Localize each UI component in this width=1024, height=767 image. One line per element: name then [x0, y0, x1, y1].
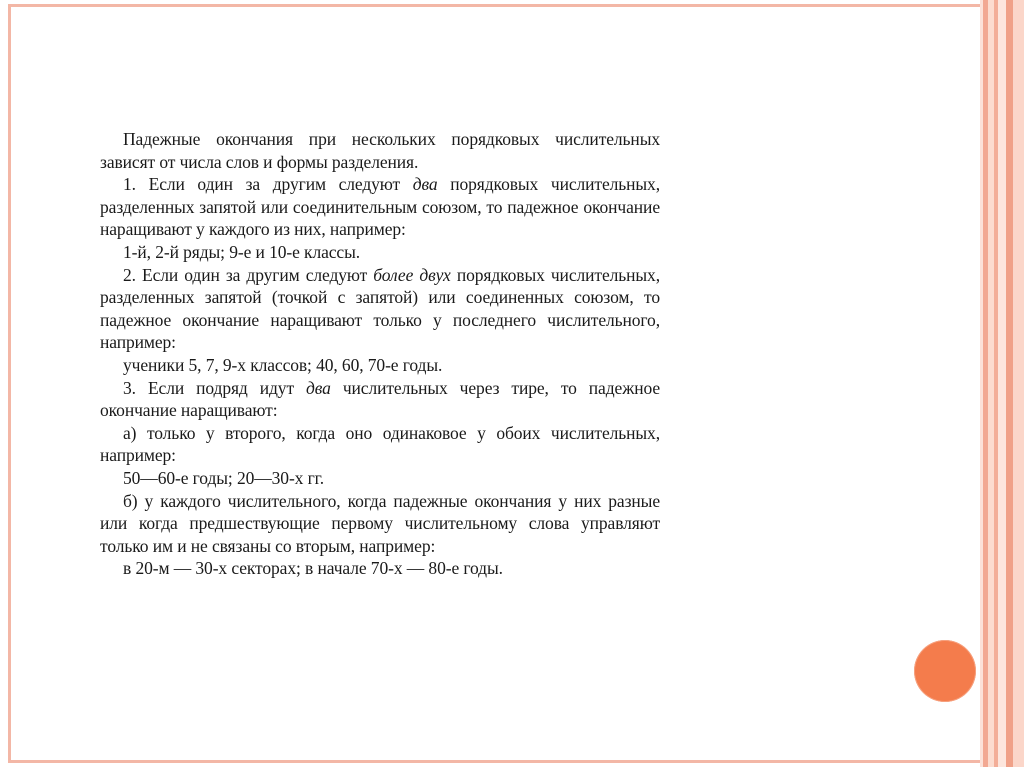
- document-text: [100, 128, 660, 580]
- slide-frame-left: [8, 4, 11, 763]
- rule-2-text-start: 2. Если один за другим следуют: [123, 264, 374, 285]
- example-rule-2: ученики 5, 7, 9-х классов; 40, 60, 70-е годы.: [123, 354, 443, 375]
- slide-frame-bottom: [8, 760, 984, 763]
- decorative-side-stripes: [980, 0, 1024, 767]
- paragraph-rule-3a: а) только у второго, когда оно одинаковое у обоих числительных, например:: [100, 422, 660, 466]
- rule-3-emphasis: два: [306, 377, 331, 398]
- rule-1-text-end: порядковых числительных, разделенных запятой или соединительным союзом, то падежное окончание наращивают у каждого из них, например:: [100, 174, 660, 240]
- paragraph-rule-1: [100, 173, 660, 241]
- paragraph-rule-2: [100, 264, 660, 354]
- rule-3-text-start: 3. Если подряд идут: [123, 377, 307, 398]
- rule-1-text-start: 1. Если один за другим следуют: [123, 174, 413, 195]
- paragraph-intro: Падежные окончания при нескольких порядковых числительных зависят от числа слов и формы разделения.: [100, 129, 660, 172]
- example-rule-3a: 50—60-е годы; 20—30-х гг.: [123, 467, 325, 488]
- decorative-circle: [914, 640, 976, 702]
- rule-2-text-end: порядковых числительных, разделенных запятой (точкой с запятой) или соединенных союзом, то падежное окончание наращивают только у последнего числительного, например:: [100, 264, 660, 353]
- example-rule-1: 1-й, 2-й ряды; 9-е и 10-е классы.: [123, 241, 361, 262]
- slide-frame-top: [8, 4, 984, 7]
- rule-2-emphasis: более двух: [373, 264, 451, 285]
- example-rule-3b: в 20-м — 30-х секторах; в начале 70-х — 80-е годы.: [123, 558, 503, 579]
- rule-3-text-end: числительных через тире, то падежное окончание наращивают:: [100, 377, 660, 421]
- paragraph-rule-3b: б) у каждого числительного, когда падежные окончания у них разные или когда предшествующие первому числительному слова управляют только им и не связаны со вторым, например:: [100, 490, 660, 556]
- paragraph-rule-3: [100, 377, 660, 422]
- rule-1-emphasis: два: [412, 174, 438, 195]
